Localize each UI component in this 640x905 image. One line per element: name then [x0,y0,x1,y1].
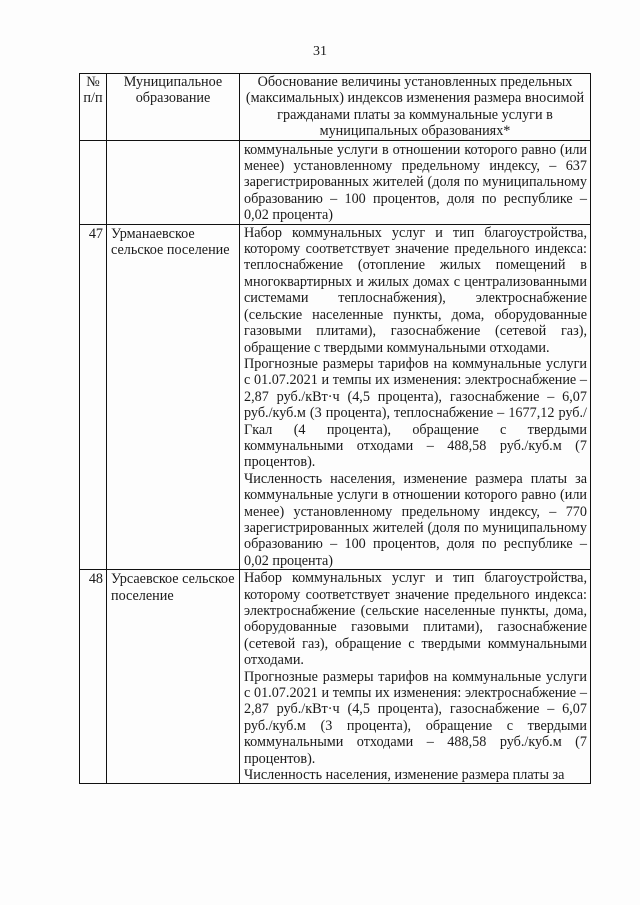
municipality-name: Урманаевское сельское поселение [107,224,240,570]
table-body [80,140,591,784]
justification-paragraph: Прогнозные размеры тарифов на коммунальные услуги с 01.07.2021 и темпы их изменения: электроснабжение – 2,87 руб./кВт·ч (4,5 процента), газоснабжение – 6,07 руб./куб.м (3 процента), теплоснабжение – 1677,12 руб./Гкал (4 процента), обращение с твердыми коммунальными отходами – 488,58 руб./куб.м (7 процентов). [244,355,587,471]
justification-paragraph: коммунальные услуги в отношении которого равно (или менее) установленному предельному индексу, – 637 зарегистрированных жителей (доля по муниципальному образованию – 100 процентов, доля по республике – 0,02 процента) [244,141,587,224]
municipality-name: Урсаевское сельское поселение [107,570,240,784]
justification-paragraph: Численность населения, изменение размера платы за [244,767,565,784]
table-row [80,224,591,570]
tariff-justification-table [79,73,591,784]
row-number: 47 [80,224,107,570]
municipality-name [107,140,240,224]
justification-paragraph: Прогнозные размеры тарифов на коммунальные услуги с 01.07.2021 и темпы их изменения: электроснабжение – 2,87 руб./кВт·ч (4,5 процента), газоснабжение – 6,07 руб./куб.м (3 процента), обращение с твердыми коммунальными отходами – 488,58 руб./куб.м (7 процентов). [244,668,587,767]
page-number: 31 [313,44,327,59]
row-number [80,140,107,224]
table-row [80,570,591,784]
justification-paragraph: Набор коммунальных услуг и тип благоустройства, которому соответствует значение предельного индекса: электроснабжение (сельские населенные пункты, дома, оборудованные газовыми плитами), газоснабжение (сетевой газ), обращение с твердыми коммунальными отходами. [244,570,587,669]
justification-cell [240,224,591,570]
justification-paragraph: Набор коммунальных услуг и тип благоустройства, которому соответствует значение предельного индекса: теплоснабжение (отопление жилых помещений в многоквартирных и жилых домах с централизованными системами теплоснабжения), электроснабжение (сельские населенные пункты, дома, оборудованные газовыми плитами), газоснабжение (сетевой газ), обращение с твердыми коммунальными отходами. [244,224,587,356]
header-justification: Обоснование величины установленных предельных (максимальных) индексов изменения размера вносимой гражданами платы за коммунальные услуги в муниципальных образованиях* [240,74,591,141]
header-num: № п/п [80,74,107,141]
header-municipality: Муниципальное образование [107,74,240,141]
table-row [80,140,591,224]
justification-cell [240,140,591,224]
justification-cell [240,570,591,784]
row-number: 48 [80,570,107,784]
justification-paragraph: Численность населения, изменение размера платы за коммунальные услуги в отношении которого равно (или менее) установленному предельному индексу, – 770 зарегистрированных жителей (доля по муниципальному образованию – 100 процентов, доля по республике – 0,02 процента) [244,470,587,569]
table-header-row [80,74,591,141]
